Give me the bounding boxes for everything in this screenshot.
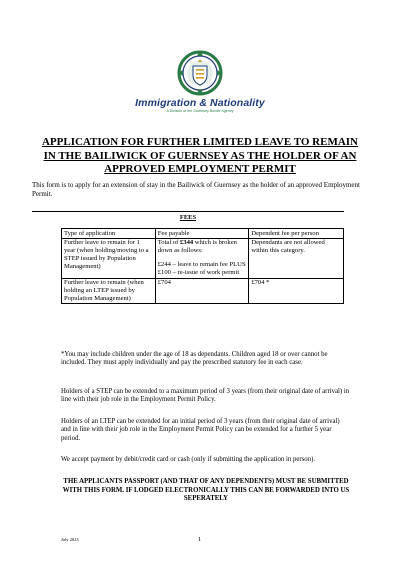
table-header: Dependent fee per person	[249, 229, 344, 239]
agency-logo	[0, 50, 400, 113]
table-header: Fee payable	[155, 229, 249, 239]
fee-line: £100 – re-issue of work permit	[157, 269, 240, 277]
footer-date: July 2023	[61, 537, 79, 542]
dependants-note: *You may include children under the age of 18 as dependants. Children aged 18 or over cannot be included. They must apply individually and pay the prescribed statutory fee in each case.	[61, 351, 328, 367]
fee-prefix: Total of	[157, 239, 180, 247]
table-row	[62, 278, 344, 304]
table-cell: Dependants are not allowed within this category.	[249, 238, 344, 278]
org-name: Immigration & Nationality	[135, 97, 265, 109]
page-number: 1	[198, 536, 202, 543]
fees-heading: FEES	[179, 214, 197, 221]
step-note: Holders of a STEP can be extended to a maximum period of 3 years (from their original date of arrival) in line with their job role in the Employment Permit Policy.	[61, 388, 350, 404]
section-divider	[32, 211, 344, 212]
table-header: Type of application	[62, 229, 156, 239]
table-cell: Further leave to remain (when holding an LTEP issued by Population Management)	[62, 278, 156, 304]
fee-total: £344	[179, 239, 194, 247]
fee-suffix: which is broken down as follows:	[157, 239, 237, 255]
ltep-note: Holders of an LTEP can be extended for an initial period of 3 years (from their original date of arrival) and in line with their job role in the Employment Permit Policy can be extended for a further 5 year period.	[61, 418, 340, 442]
table-cell	[155, 238, 249, 278]
table-cell: Further leave to remain for 1 year (when holding/moving to a STEP issued by Population Management)	[62, 238, 156, 278]
payment-note: We accept payment by debit/credit card or cash (only if submitting the application in person).	[61, 456, 316, 463]
intro-text: This form is to apply for an extension of stay in the Bailiwick of Guernsey as the holder of an approved Employment Permit.	[32, 181, 360, 199]
table-header-row	[62, 229, 344, 239]
fee-line: £244 – leave to remain fee PLUS	[157, 261, 246, 269]
document-title: APPLICATION FOR FURTHER LIMITED LEAVE TO REMAIN IN THE BAILIWICK OF GUERNSEY AS THE HOLDER OF AN APPROVED EMPLOYMENT PERMIT	[41, 136, 358, 175]
guernsey-border-agency-crest-icon	[177, 50, 223, 96]
table-row	[62, 238, 344, 278]
passport-warning: THE APPLICANTS PASSPORT (AND THAT OF ANY DEPENDENTS) MUST BE SUBMITTED WITH THIS FORM. IF LODGED ELECTRONICALLY THIS CAN BE FORWARDED INTO US SEPERATELY	[62, 478, 350, 503]
fees-table	[61, 228, 344, 304]
table-cell: £704 *	[249, 278, 344, 304]
table-cell: £704	[155, 278, 249, 304]
org-subtitle: A Division of the Guernsey Border Agency	[166, 109, 234, 113]
